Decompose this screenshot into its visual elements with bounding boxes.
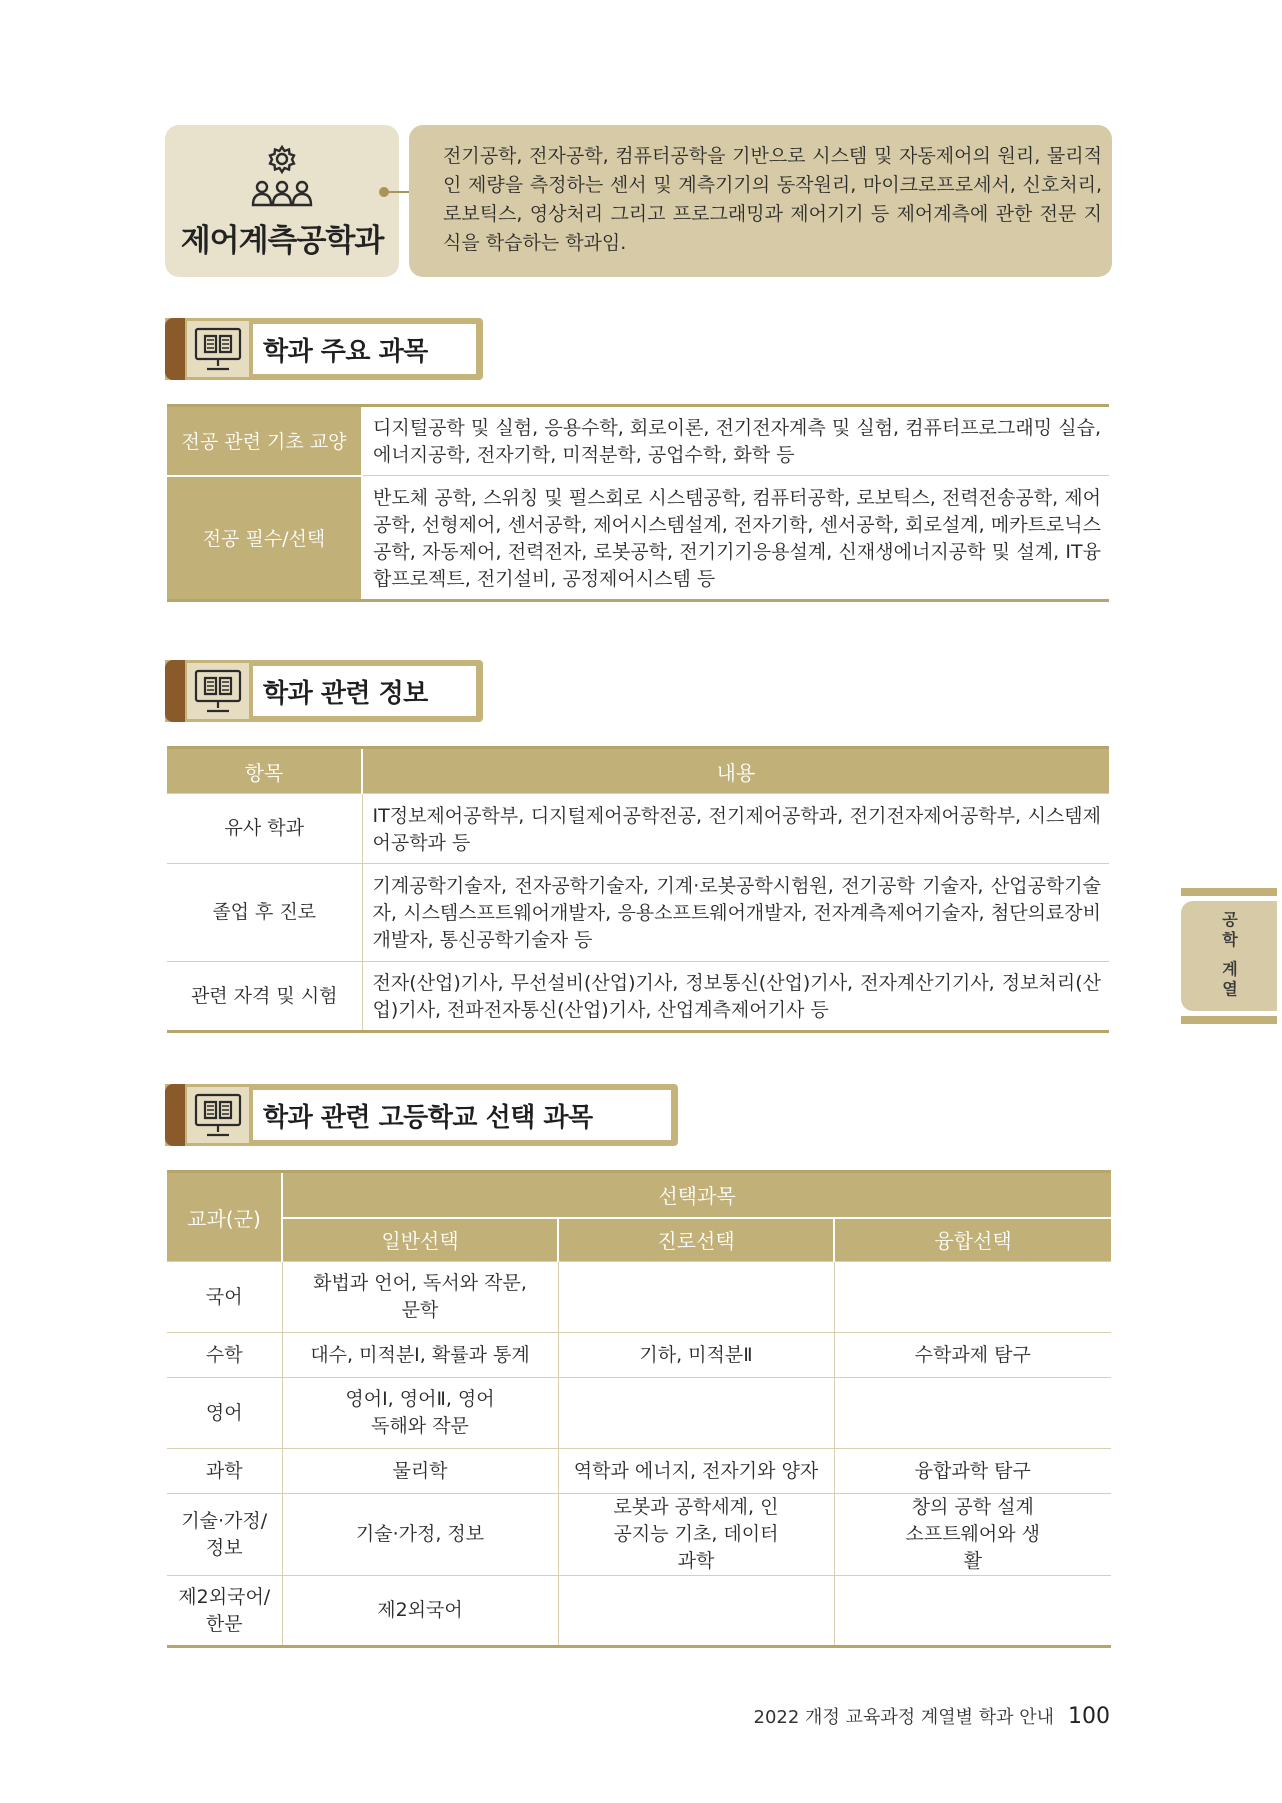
header-general: 일반선택: [282, 1218, 558, 1262]
footer-title: 2022 개정 교육과정 계열별 학과 안내: [753, 1707, 1054, 1728]
header-item: 항목: [167, 748, 362, 794]
footer: [754, 1703, 1110, 1729]
monitor-book-icon: [187, 321, 249, 377]
row-content: 디지털공학 및 실험, 응용수학, 회로이론, 전기전자계측 및 실험, 컴퓨터프로그래밍 실습, 에너지공학, 전자기학, 미적분학, 공업수학, 화학 등: [373, 417, 1101, 466]
side-tab-bar: [1181, 1016, 1277, 1024]
table-row: [167, 1262, 1111, 1333]
cell-general: 화법과 언어, 독서와 작문, 문학: [282, 1262, 558, 1333]
row-content: IT정보제어공학부, 디지털제어공학전공, 전기제어공학과, 전기전자제어공학부, 시스템제어공학과 등: [362, 794, 1109, 864]
table-row: [167, 1333, 1111, 1378]
cell-subject: 영어: [167, 1378, 282, 1449]
department-description-box: [409, 125, 1112, 277]
cell-career: [558, 1576, 834, 1647]
section-title: 학과 주요 과목: [253, 324, 476, 374]
cell-general: 대수, 미적분Ⅰ, 확률과 통계: [282, 1333, 558, 1378]
cell-general: 영어Ⅰ, 영어Ⅱ, 영어 독해와 작문: [282, 1378, 558, 1449]
section-title: 학과 관련 정보: [253, 666, 476, 716]
cell-subject: 국어: [167, 1262, 282, 1333]
cell-fusion: [834, 1262, 1111, 1333]
cell-fusion: 창의 공학 설계 소프트웨어와 생활: [834, 1494, 1111, 1576]
table-row: [167, 476, 1109, 601]
info-table: [167, 746, 1109, 1033]
side-tab-bar: [1181, 888, 1277, 896]
cell-career: 기하, 미적분Ⅱ: [558, 1333, 834, 1378]
row-label: 전공 필수/선택: [167, 476, 362, 601]
table-row: [167, 406, 1109, 476]
table-row: [167, 1378, 1111, 1449]
row-content: 전자(산업)기사, 무선설비(산업)기사, 정보통신(산업)기사, 전자계산기기사, 정보처리(산업)기사, 전파전자통신(산업)기사, 산업계측제어기사 등: [362, 962, 1109, 1032]
cell-fusion: 수학과제 탐구: [834, 1333, 1111, 1378]
department-description: 전기공학, 전자공학, 컴퓨터공학을 기반으로 시스템 및 자동제어의 원리, 물리적인 제량을 측정하는 센서 및 계측기기의 동작원리, 마이크로프로세서, 신호처리, 로보틱스, 영상처리 그리고 프로그래밍과 제어기기 등 제어계측에 관한 전문 지식을 학습하는 학과임.: [443, 145, 1102, 254]
cell-general: 기술·가정, 정보: [282, 1494, 558, 1576]
cell-career: [558, 1262, 834, 1333]
row-label: 졸업 후 진로: [167, 864, 362, 962]
highschool-table: [167, 1170, 1111, 1648]
table-header-row: [167, 748, 1109, 794]
page-number: 100: [1068, 1704, 1110, 1729]
courses-table: [167, 404, 1109, 602]
monitor-book-icon: [187, 663, 249, 719]
row-content: 반도체 공학, 스위칭 및 펄스회로 시스템공학, 컴퓨터공학, 로보틱스, 전력전송공학, 제어공학, 선형제어, 센서공학, 제어시스템설계, 전자기학, 센서공학, 회로설계, 메카트로닉스공학, 자동제어, 전력전자, 로봇공학, 전기기기응용설계, 신재생에너지공학 및 설계, IT융합프로젝트, 전기설비, 공정제어시스템 등: [362, 476, 1109, 601]
cell-fusion: 융합과학 탐구: [834, 1449, 1111, 1494]
table-row: [167, 1576, 1111, 1647]
cell-career: [558, 1378, 834, 1449]
cell-general: 물리학: [282, 1449, 558, 1494]
section-banner-info: [165, 660, 483, 722]
cell-general: 제2외국어: [282, 1576, 558, 1647]
row-label: 관련 자격 및 시험: [167, 962, 362, 1032]
header-selected: 선택과목: [282, 1172, 1111, 1218]
header-subject: 교과(군): [167, 1172, 282, 1262]
header-fusion: 융합선택: [834, 1218, 1111, 1262]
department-badge: [165, 125, 399, 277]
department-name: 제어계측공학과: [180, 222, 384, 259]
section-banner-courses: [165, 318, 483, 380]
cell-fusion: [834, 1378, 1111, 1449]
table-row: [167, 1449, 1111, 1494]
cell-subject: 제2외국어/ 한문: [167, 1576, 282, 1647]
cell-subject: 기술·가정/ 정보: [167, 1494, 282, 1576]
cell-subject: 수학: [167, 1333, 282, 1378]
table-header-row: [167, 1172, 1111, 1218]
side-tab-label: 공학 계열: [1219, 911, 1239, 1001]
cell-fusion: [834, 1576, 1111, 1647]
table-row: [167, 794, 1109, 864]
side-tab: [1181, 901, 1277, 1011]
section-banner-highschool: [165, 1084, 678, 1146]
table-header-row: [167, 1218, 1111, 1262]
row-label: 전공 관련 기초 교양: [167, 406, 362, 476]
header-content: 내용: [362, 748, 1109, 794]
gear-people-icon: [251, 143, 313, 209]
row-label: 유사 학과: [167, 794, 362, 864]
table-row: [167, 962, 1109, 1032]
table-row: [167, 1494, 1111, 1576]
header-career: 진로선택: [558, 1218, 834, 1262]
cell-career: 역학과 에너지, 전자기와 양자: [558, 1449, 834, 1494]
monitor-book-icon: [187, 1087, 249, 1143]
section-title: 학과 관련 고등학교 선택 과목: [253, 1090, 671, 1140]
cell-subject: 과학: [167, 1449, 282, 1494]
table-row: [167, 864, 1109, 962]
row-content: 기계공학기술자, 전자공학기술자, 기계·로봇공학시험원, 전기공학 기술자, 산업공학기술자, 시스템스프트웨어개발자, 응용소프트웨어개발자, 전자계측제어기술자, 첨단의료장비개발자, 통신공학기술자 등: [362, 864, 1109, 962]
cell-career: 로봇과 공학세계, 인공지능 기초, 데이터 과학: [558, 1494, 834, 1576]
